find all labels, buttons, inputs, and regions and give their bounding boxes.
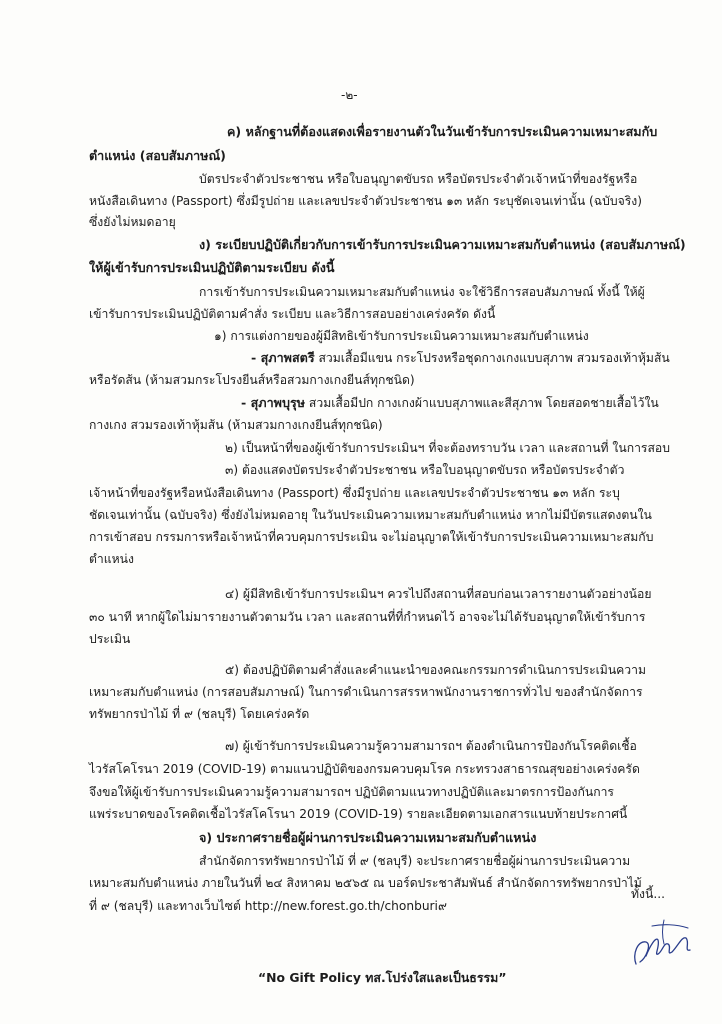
section-e-text: ที่ ๙ (ชลบุรี) และทางเว็บไซต์ http://new.forest.go.th/chonburi๙	[89, 899, 447, 913]
id-card-item-cont: ตำแหน่ง	[89, 552, 134, 566]
section-c-heading: ค) หลักฐานที่ต้องแสดงเพื่อรายงานตัวในวันเข้ารับการประเมินความเหมาะสมกับ	[227, 124, 658, 139]
arrival-time-item-cont: ๓๐ นาที หากผู้ใดไม่มารายงานตัวตามวัน เวลา และสถานที่ที่กำหนดไว้ อาจจะไม่ได้รับอนุญาตให้เข้ารับการ	[89, 610, 646, 624]
committee-instructions-item-cont: ทรัพยากรป่าไม้ ที่ ๙ (ชลบุรี) โดยเคร่งครัด	[89, 707, 310, 721]
covid-prevention-item-cont: ไวรัสโคโรนา 2019 (COVID-19) ตามแนวปฏิบัติของกรมควบคุมโรค กระทรวงสาธารณสุขอย่างเคร่งครัด	[89, 762, 640, 776]
dress-code-men	[241, 394, 659, 412]
women-text: สวมเสื้อมีแขน กระโปรงหรือชุดกางเกงแบบสุภาพ สวมรองเท้าหุ้มส้น	[314, 351, 670, 365]
dress-code-women-cont: หรือรัดส้น (ห้ามสวมกระโปรงยีนส์หรือสวมกางเกงยีนส์ทุกชนิด)	[89, 373, 415, 387]
section-c-text: ซึ่งยังไม่หมดอายุ	[89, 215, 176, 229]
closing-text: ทั้งนี้...	[631, 887, 665, 901]
dress-code-item: ๑) การแต่งกายของผู้มีสิทธิเข้ารับการประเมินความเหมาะสมกับตำแหน่ง	[214, 329, 589, 343]
men-label: - สุภาพบุรุษ	[241, 395, 306, 410]
covid-prevention-item-cont: แพร่ระบาดของโรคติดเชื้อไวรัสโคโรนา 2019 (COVID-19) รายละเอียดตามเอกสารแนบท้ายประกาศนี้	[89, 807, 628, 821]
section-e-text: สำนักจัดการทรัพยากรป่าไม้ ที่ ๙ (ชลบุรี) จะประกาศรายชื่อผู้ผ่านการประเมินความ	[199, 854, 631, 868]
covid-prevention-item-cont: จึงขอให้ผู้เข้ารับการประเมินความรู้ความสามารถฯ ปฏิบัติตามแนวทางปฏิบัติและมาตรการป้องกันการ	[89, 785, 614, 799]
arrival-time-item-cont: ประเมิน	[89, 632, 131, 646]
arrival-time-item: ๔) ผู้มีสิทธิเข้ารับการประเมินฯ ควรไปถึงสถานที่สอบก่อนเวลารายงานตัวอย่างน้อย	[225, 587, 652, 601]
id-card-item-cont: การเข้าสอบ กรรมการหรือเจ้าหน้าที่ควบคุมการประเมิน จะไม่อนุญาตให้เข้ารับการประเมินความเหมาะสมกับ	[89, 530, 654, 544]
section-c-text: บัตรประจำตัวประชาชน หรือใบอนุญาตขับรถ หรือบัตรประจำตัวเจ้าหน้าที่ของรัฐหรือ	[199, 172, 638, 186]
exam-schedule-item: ๒) เป็นหน้าที่ของผู้เข้ารับการประเมินฯ ที่จะต้องทราบวัน เวลา และสถานที่ ในการสอบ	[225, 441, 670, 455]
handwritten-signature	[628, 906, 698, 980]
id-card-item-cont: ชัดเจนเท่านั้น (ฉบับจริง) ซึ่งยังไม่หมดอายุ ในวันประเมินความเหมาะสมกับตำแหน่ง หากไม่มีบัตรแสดงตนใน	[89, 508, 652, 522]
section-e-text: เหมาะสมกับตำแหน่ง ภายในวันที่ ๒๔ สิงหาคม ๒๕๖๕ ณ บอร์ดประชาสัมพันธ์ สำนักจัดการทรัพยากรป่าไม้	[89, 876, 642, 890]
footer-policy: “No Gift Policy ทส.โปร่งใสและเป็นธรรม”	[258, 970, 507, 985]
id-card-item: ๓) ต้องแสดงบัตรประจำตัวประชาชน หรือใบอนุญาตขับรถ หรือบัตรประจำตัว	[225, 463, 625, 477]
dress-code-men-cont: กางเกง สวมรองเท้าหุ้มส้น (ห้ามสวมกางเกงยีนส์ทุกชนิด)	[89, 418, 383, 432]
section-d-intro: เข้ารับการประเมินปฏิบัติตามคำสั่ง ระเบียบ และวิธีการสอบอย่างเคร่งครัด ดังนี้	[89, 307, 496, 321]
committee-instructions-item: ๕) ต้องปฏิบัติตามคำสั่งและคำแนะนำของคณะกรรมการดำเนินการประเมินความ	[225, 663, 647, 677]
section-d-heading: ง) ระเบียบปฏิบัติเกี่ยวกับการเข้ารับการประเมินความเหมาะสมกับตำแหน่ง (สอบสัมภาษณ์)	[199, 237, 686, 252]
covid-prevention-item: ๗) ผู้เข้ารับการประเมินความรู้ความสามารถฯ ต้องดำเนินการป้องกันโรคติดเชื้อ	[225, 739, 637, 753]
section-e-heading: จ) ประกาศรายชื่อผู้ผ่านการประเมินความเหมาะสมกับตำแหน่ง	[199, 830, 537, 845]
section-d-intro: การเข้ารับการประเมินความเหมาะสมกับตำแหน่ง จะใช้วิธีการสอบสัมภาษณ์ ทั้งนี้ ให้ผู้	[199, 285, 645, 299]
section-c-heading-cont: ตำแหน่ง (สอบสัมภาษณ์)	[89, 148, 226, 163]
id-card-item-cont: เจ้าหน้าที่ของรัฐหรือหนังสือเดินทาง (Passport) ซึ่งมีรูปถ่าย และเลขประจำตัวประชาชน ๑๓ หลัก ระบุ	[89, 486, 620, 500]
men-text: สวมเสื้อมีปก กางเกงผ้าแบบสุภาพและสีสุภาพ โดยสอดชายเสื้อไว้ใน	[305, 396, 659, 410]
committee-instructions-item-cont: เหมาะสมกับตำแหน่ง (การสอบสัมภาษณ์) ในการดำเนินการสรรหาพนักงานราชการทั่วไป ของสำนักจัดการ	[89, 685, 643, 699]
women-label: - สุภาพสตรี	[251, 350, 315, 365]
section-d-heading-cont: ให้ผู้เข้ารับการประเมินปฏิบัติตามระเบียบ ดังนี้	[89, 260, 335, 275]
section-c-text: หนังสือเดินทาง (Passport) ซึ่งมีรูปถ่าย และเลขประจำตัวประชาชน ๑๓ หลัก ระบุชัดเจนเท่านั้น (ฉบับจริง)	[89, 194, 642, 208]
dress-code-women	[251, 349, 670, 367]
page-number: -๒-	[341, 88, 358, 102]
